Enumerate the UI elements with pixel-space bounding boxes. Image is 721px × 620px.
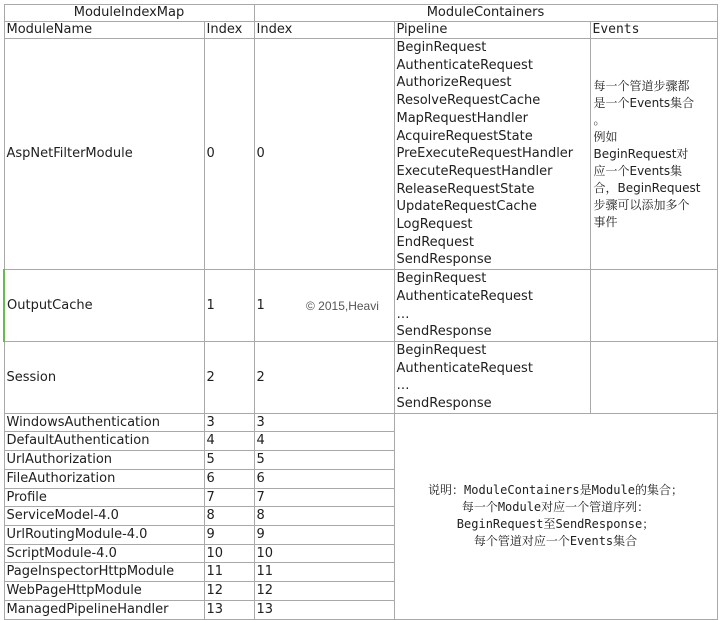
pipeline-step: EndRequest bbox=[396, 234, 475, 250]
module-name-cell: FileAuthorization bbox=[4, 469, 204, 488]
events-note-line: 应一个Events集 bbox=[593, 163, 683, 178]
group-header-module-index-map: ModuleIndexMap bbox=[4, 5, 254, 22]
index-cell: 7 bbox=[204, 488, 254, 507]
module-name-cell: WindowsAuthentication bbox=[4, 413, 204, 432]
pipeline-cell bbox=[394, 270, 590, 342]
events-note-line: 步骤可以添加多个 bbox=[593, 197, 690, 212]
pipeline-step: BeginRequest bbox=[396, 271, 487, 287]
module-name-cell: ManagedPipelineHandler bbox=[4, 600, 204, 619]
pipeline-step: ReleaseRequestState bbox=[396, 181, 535, 197]
index-cell-2: 7 bbox=[254, 488, 394, 507]
column-header-pipeline: Pipeline bbox=[394, 22, 590, 39]
index-cell-2: 9 bbox=[254, 525, 394, 544]
table-row bbox=[4, 39, 717, 270]
events-note-line: 是一个Events集合 bbox=[593, 95, 695, 110]
pipeline-step: ResolveRequestCache bbox=[396, 93, 541, 109]
index-cell-2: 0 bbox=[254, 39, 394, 270]
index-cell: 10 bbox=[204, 544, 254, 563]
module-name-cell: DefaultAuthentication bbox=[4, 432, 204, 451]
index-cell: 5 bbox=[204, 451, 254, 470]
column-header-index: Index bbox=[204, 22, 254, 39]
events-cell bbox=[590, 270, 717, 342]
module-table bbox=[3, 4, 718, 620]
containers-explanation-note bbox=[394, 413, 717, 619]
pipeline-step: … bbox=[396, 378, 410, 394]
pipeline-step: LogRequest bbox=[396, 217, 473, 233]
events-note-line: 事件 bbox=[593, 214, 618, 229]
events-cell bbox=[590, 341, 717, 413]
index-cell-2: 4 bbox=[254, 432, 394, 451]
events-note-line: 例如 bbox=[593, 129, 618, 144]
pipeline-step: ExecuteRequestHandler bbox=[396, 163, 553, 179]
watermark: © 2015,Heavi bbox=[306, 299, 379, 313]
module-name-cell: AspNetFilterModule bbox=[4, 39, 204, 270]
note-line: 每个管道对应一个Events集合 bbox=[473, 534, 638, 549]
events-note-cell bbox=[590, 39, 717, 270]
pipeline-step: AcquireRequestState bbox=[396, 128, 533, 144]
index-cell: 11 bbox=[204, 563, 254, 582]
pipeline-step: UpdateRequestCache bbox=[396, 199, 537, 215]
note-line: 每一个Module对应一个管道序列： bbox=[461, 500, 650, 515]
index-cell-2: 2 bbox=[254, 341, 394, 413]
pipeline-step: AuthenticateRequest bbox=[396, 288, 533, 304]
pipeline-step: BeginRequest bbox=[396, 40, 487, 55]
events-note-line: BeginRequest对 bbox=[593, 146, 689, 161]
pipeline-cell bbox=[394, 39, 590, 270]
pipeline-step: SendResponse bbox=[396, 396, 492, 412]
events-note-line: 每一个管道步骤都 bbox=[593, 78, 690, 93]
pipeline-step: SendResponse bbox=[396, 324, 492, 340]
note-line: BeginRequest至SendResponse； bbox=[456, 517, 655, 532]
index-cell-2: 10 bbox=[254, 544, 394, 563]
index-cell-2: 6 bbox=[254, 469, 394, 488]
index-cell: 3 bbox=[204, 413, 254, 432]
column-header-module-name: ModuleName bbox=[4, 22, 204, 39]
module-name-cell: PageInspectorHttpModule bbox=[4, 563, 204, 582]
module-name-cell: OutputCache bbox=[4, 270, 204, 342]
column-header-row bbox=[4, 22, 717, 39]
note-line: 说明：ModuleContainers是Module的集合； bbox=[428, 483, 683, 498]
group-header-row bbox=[4, 5, 717, 22]
index-cell: 2 bbox=[204, 341, 254, 413]
index-cell-2: 8 bbox=[254, 507, 394, 526]
index-cell: 12 bbox=[204, 582, 254, 601]
module-name-cell: WebPageHttpModule bbox=[4, 582, 204, 601]
index-cell: 8 bbox=[204, 507, 254, 526]
module-table-wrap bbox=[3, 4, 716, 620]
module-name-cell: UrlAuthorization bbox=[4, 451, 204, 470]
index-cell: 13 bbox=[204, 600, 254, 619]
index-cell: 6 bbox=[204, 469, 254, 488]
pipeline-step: AuthenticateRequest bbox=[396, 57, 533, 73]
table-row bbox=[4, 413, 717, 432]
index-cell-2: 11 bbox=[254, 563, 394, 582]
index-cell-2: 5 bbox=[254, 451, 394, 470]
column-header-events: Events bbox=[590, 22, 717, 39]
index-cell-2: 13 bbox=[254, 600, 394, 619]
module-name-cell: Session bbox=[4, 341, 204, 413]
pipeline-step: BeginRequest bbox=[396, 342, 487, 358]
index-cell-2: 3 bbox=[254, 413, 394, 432]
table-row bbox=[4, 341, 717, 413]
index-cell: 0 bbox=[204, 39, 254, 270]
index-cell: 4 bbox=[204, 432, 254, 451]
index-cell: 9 bbox=[204, 525, 254, 544]
group-header-module-containers: ModuleContainers bbox=[254, 5, 717, 22]
module-name-cell: ScriptModule-4.0 bbox=[4, 544, 204, 563]
index-cell: 1 bbox=[204, 270, 254, 342]
index-cell-2: 1 bbox=[254, 270, 394, 342]
events-note-line: 。 bbox=[593, 112, 606, 127]
pipeline-cell bbox=[394, 341, 590, 413]
table-row bbox=[4, 270, 717, 342]
module-name-cell: UrlRoutingModule-4.0 bbox=[4, 525, 204, 544]
pipeline-step: PreExecuteRequestHandler bbox=[396, 146, 574, 162]
column-header-index-2: Index bbox=[254, 22, 394, 39]
module-name-cell: Profile bbox=[4, 488, 204, 507]
pipeline-step: MapRequestHandler bbox=[396, 110, 528, 126]
module-name-cell: ServiceModel-4.0 bbox=[4, 507, 204, 526]
pipeline-step: AuthorizeRequest bbox=[396, 75, 512, 91]
pipeline-step: … bbox=[396, 306, 410, 322]
pipeline-step: AuthenticateRequest bbox=[396, 360, 533, 376]
pipeline-step: SendResponse bbox=[396, 252, 492, 268]
events-note-line: 合，BeginRequest bbox=[593, 180, 701, 195]
index-cell-2: 12 bbox=[254, 582, 394, 601]
